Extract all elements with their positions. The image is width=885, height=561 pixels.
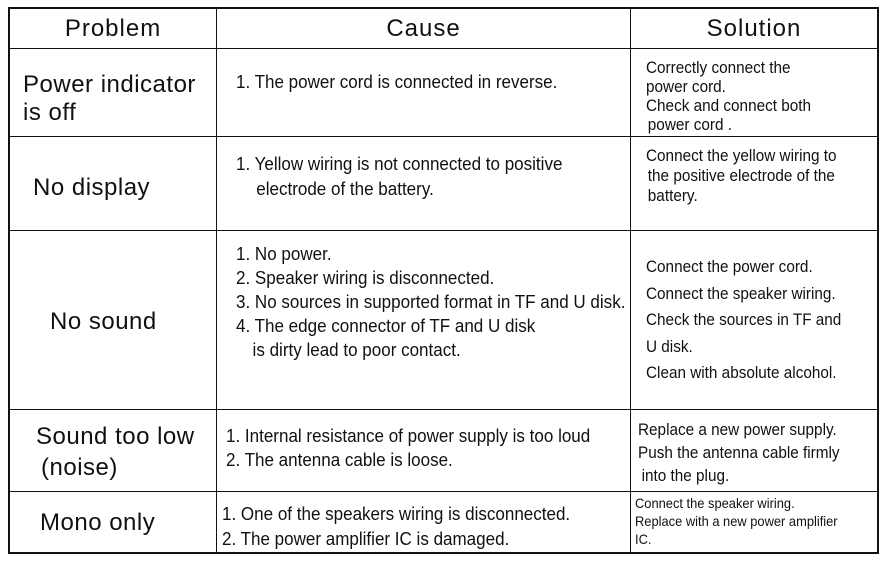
row-divider xyxy=(10,409,877,410)
row-divider xyxy=(10,491,877,492)
header-problem: Problem xyxy=(64,15,162,42)
cause-mono-only: 1. One of the speakers wiring is disconnected. 2. The power amplifier IC is damaged. xyxy=(222,503,571,549)
cause-no-display: 1. Yellow wiring is not connected to positive electrode of the battery. xyxy=(236,153,563,199)
column-divider xyxy=(630,9,631,552)
cause-no-sound: 1. No power. 2. Speaker wiring is disconnected. 3. No sources in supported format in TF and U disk. 4. The edge connector of TF and U disk is dirty lead to poor contact. xyxy=(236,243,626,360)
problem-mono-only: Mono only xyxy=(40,509,156,536)
problem-sound-too-low: Sound too low (noise) xyxy=(36,423,195,481)
cause-power-indicator: 1. The power cord is connected in reverse. xyxy=(236,71,558,92)
solution-mono-only: Connect the speaker wiring. Replace with a new power amplifier IC. xyxy=(635,495,838,547)
problem-no-display: No display xyxy=(33,174,151,201)
problem-no-sound: No sound xyxy=(50,308,157,335)
column-divider xyxy=(216,9,217,552)
solution-power-indicator: Correctly connect the power cord. Check and connect both power cord . xyxy=(646,58,812,134)
cause-sound-too-low: 1. Internal resistance of power supply is too loud 2. The antenna cable is loose. xyxy=(226,425,591,470)
solution-no-sound: Connect the power cord. Connect the speaker wiring. Check the sources in TF and U disk. Clean with absolute alcohol. xyxy=(646,257,842,382)
troubleshooting-table xyxy=(8,7,879,554)
header-solution: Solution xyxy=(706,15,802,42)
header-cause: Cause xyxy=(386,15,461,42)
row-divider xyxy=(10,136,877,137)
row-divider xyxy=(10,48,877,49)
row-divider xyxy=(10,230,877,231)
solution-no-display: Connect the yellow wiring to the positive electrode of the battery. xyxy=(646,146,837,205)
solution-sound-too-low: Replace a new power supply. Push the antenna cable firmly into the plug. xyxy=(638,420,840,485)
problem-power-indicator: Power indicator is off xyxy=(23,71,196,126)
